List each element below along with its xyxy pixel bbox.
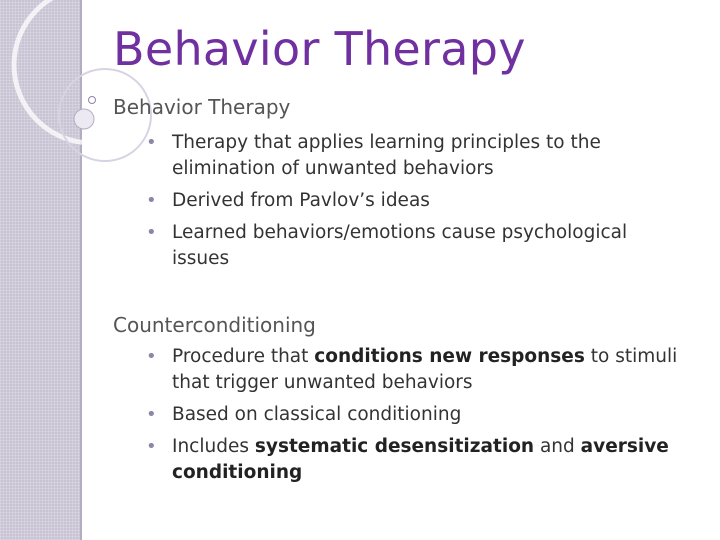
list-item: • Derived from Pavlov’s ideas: [146, 188, 686, 214]
emphasis-text: systematic desensitization: [254, 436, 535, 457]
list-item: • Based on classical conditioning: [146, 402, 686, 428]
list-item: • Therapy that applies learning principles to the elimination of unwanted behaviors: [146, 132, 601, 179]
emphasis-text: aversive conditioning: [172, 436, 669, 483]
bullet-icon: •: [146, 346, 157, 367]
emphasis-text: conditions new responses: [314, 346, 585, 367]
list-item: • Learned behaviors/emotions cause psychological issues: [146, 222, 628, 269]
list-item: • Includes systematic desensitization and aversive conditioning: [146, 436, 669, 483]
bullet-icon: •: [146, 404, 157, 425]
bullet-icon: •: [146, 436, 157, 457]
bullet-icon: •: [146, 132, 157, 153]
ring-bullet-icon: [88, 96, 96, 104]
slide-title: Behavior Therapy: [113, 22, 526, 76]
section-heading-counterconditioning: Counterconditioning: [113, 313, 316, 337]
bullet-icon: •: [146, 190, 157, 211]
list-item: • Procedure that conditions new responses to stimuli that trigger unwanted behaviors: [146, 346, 678, 393]
section-heading-behavior-therapy: Behavior Therapy: [113, 95, 291, 119]
bullet-icon: •: [146, 222, 157, 243]
